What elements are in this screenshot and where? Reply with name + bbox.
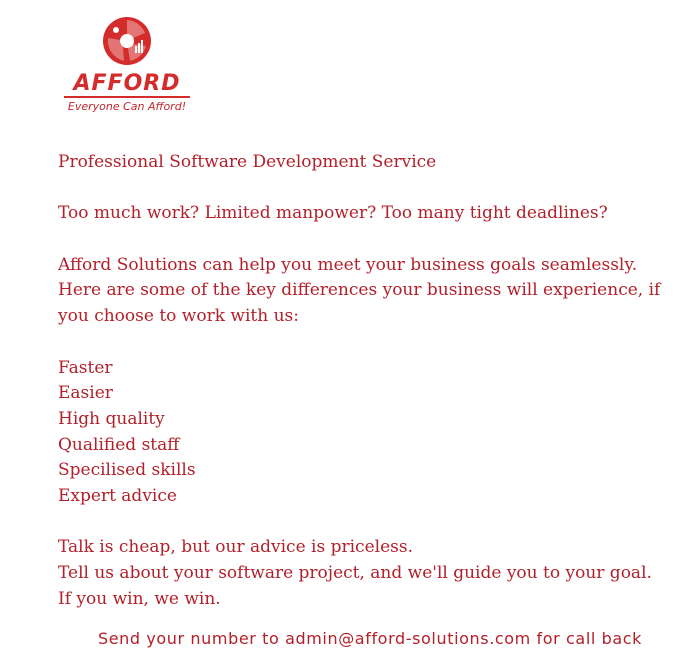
intro-line: you choose to work with us: (58, 306, 299, 327)
benefit-item: Specilised skills (58, 460, 196, 481)
flyer-body (58, 150, 678, 638)
closing-line: If you win, we win. (58, 588, 221, 609)
benefits-list (58, 356, 678, 510)
closing-line: Tell us about your software project, and we'll guide you to your goal. (58, 563, 652, 584)
intro-line: Here are some of the key differences your business will experience, if (58, 280, 661, 301)
service-heading: Professional Software Development Service (58, 152, 437, 172)
intro-line: Afford Solutions can help you meet your business goals seamlessly. (58, 254, 638, 275)
logo-divider (64, 96, 190, 98)
logo-emblem-icon (102, 16, 152, 66)
benefit-item: Faster (58, 357, 113, 378)
closing-line: Talk is cheap, but our advice is priceless. (58, 537, 413, 558)
benefit-item: High quality (58, 408, 165, 429)
afford-logo (62, 16, 192, 116)
closing-paragraph (58, 535, 678, 612)
benefit-item: Qualified staff (58, 434, 180, 455)
logo-wordmark: AFFORD (73, 71, 181, 96)
logo-tagline: Everyone Can Afford! (67, 100, 187, 113)
benefit-item: Easier (58, 383, 113, 404)
pain-points: Too much work? Limited manpower? Too many tight deadlines? (58, 203, 608, 224)
contact-footer: Send your number to admin@afford-solutions.com for call back (97, 629, 643, 648)
benefit-item: Expert advice (58, 486, 177, 507)
intro-paragraph (58, 253, 678, 330)
